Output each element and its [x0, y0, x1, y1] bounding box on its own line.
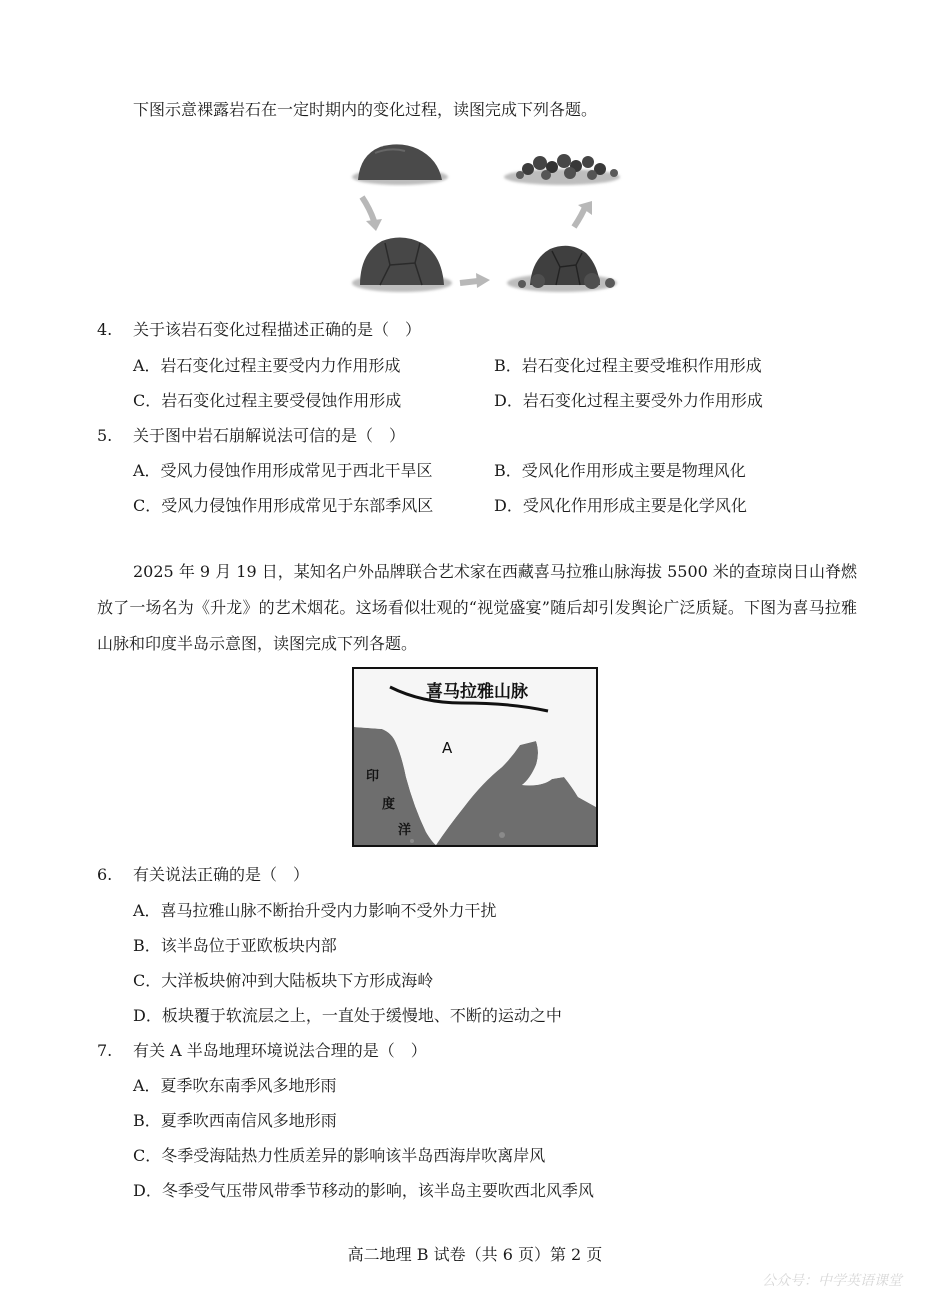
question-4-stem: [97, 320, 421, 340]
question-number: 6.: [97, 865, 113, 884]
option-6a: A．喜马拉雅山脉不断抬升受内力影响不受外力干扰: [133, 901, 497, 920]
himalaya-india-map: [352, 667, 598, 847]
question-5-stem: [97, 426, 405, 446]
map-label-a: A: [442, 739, 453, 757]
rock-stage-3: [507, 246, 617, 292]
question-text: 有关 A 半岛地理环境说法合理的是（ ）: [133, 1041, 427, 1060]
question-text: 关于图中岩石崩解说法可信的是（ ）: [133, 426, 406, 445]
page-footer: 高二地理 B 试卷（共 6 页）第 2 页: [347, 1245, 603, 1264]
question-text: 关于该岩石变化过程描述正确的是（ ）: [133, 320, 422, 339]
question-7-stem: [97, 1041, 427, 1061]
rock-stage-1: [352, 144, 448, 185]
question-text: 有关说法正确的是（ ）: [133, 865, 310, 884]
question-number: 4.: [97, 320, 113, 339]
option-6c: C．大洋板块俯冲到大陆板块下方形成海岭: [133, 971, 434, 990]
option-6d: D．板块覆于软流层之上，一直处于缓慢地、不断的运动之中: [133, 1006, 562, 1025]
option-4b: B．岩石变化过程主要受堆积作用形成: [494, 356, 762, 375]
question-6-stem: [97, 865, 309, 885]
ocean-char-3: 洋: [398, 823, 412, 838]
arrow-up-icon: [574, 201, 592, 227]
watermark: 公众号：中学英语课堂: [762, 1273, 902, 1289]
arrow-right-icon: [460, 273, 490, 288]
option-7a: A．夏季吹东南季风多地形雨: [133, 1076, 337, 1095]
option-6b: B．该半岛位于亚欧板块内部: [133, 936, 337, 955]
option-7b: B．夏季吹西南信风多地形雨: [133, 1111, 337, 1130]
option-5c: C．受风力侵蚀作用形成常见于东部季风区: [133, 496, 434, 515]
ocean-char-1: 印: [366, 769, 380, 784]
option-5b: B．受风化作用形成主要是物理风化: [494, 461, 746, 480]
question-number: 5.: [97, 426, 113, 445]
option-7c: C．冬季受海陆热力性质差异的影响该半岛西海岸吹离岸风: [133, 1146, 546, 1165]
option-4c: C．岩石变化过程主要受侵蚀作用形成: [133, 391, 402, 410]
ocean-char-2: 度: [382, 797, 396, 812]
map-title-himalaya: 喜马拉雅山脉: [426, 682, 528, 702]
option-5d: D．受风化作用形成主要是化学风化: [494, 496, 747, 515]
rock-stage-2: [352, 237, 452, 292]
rock-stage-4: [504, 154, 620, 185]
intro-paragraph: 2025 年 9 月 19 日，某知名户外品牌联合艺术家在西藏喜马拉雅山脉海拔 5500 米的查琼岗日山脊燃放了一场名为《升龙》的艺术烟花。这场看似壮观的“视觉盛宴”随后却引发舆论广泛质疑。下图为喜马拉雅山脉和印度半岛示意图，读图完成下列各题。: [97, 562, 857, 653]
option-4d: D．岩石变化过程主要受外力作用形成: [494, 391, 763, 410]
arrow-down-icon: [362, 197, 382, 231]
option-5a: A．受风力侵蚀作用形成常见于西北干旱区: [133, 461, 433, 480]
intro-text-himalaya: [97, 554, 857, 662]
option-4a: A．岩石变化过程主要受内力作用形成: [133, 356, 401, 375]
option-7d: D．冬季受气压带风带季节移动的影响，该半岛主要吹西北风季风: [133, 1181, 594, 1200]
rock-weathering-figure: [330, 135, 650, 305]
intro-text-rock: 下图示意裸露岩石在一定时期内的变化过程，读图完成下列各题。: [133, 100, 598, 119]
question-number: 7.: [97, 1041, 113, 1060]
